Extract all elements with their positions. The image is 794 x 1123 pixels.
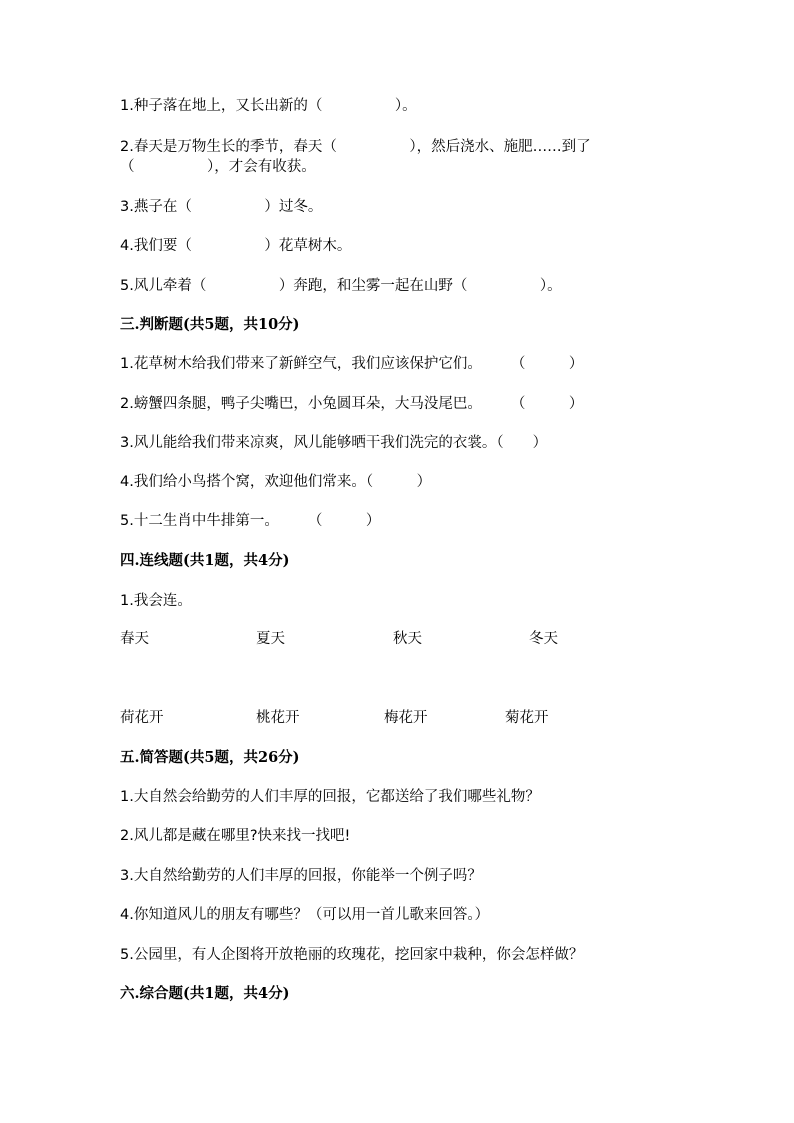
fill-question-5: 5.风儿牵着（ ）奔跑，和尘雾一起在山野（ ）。 (120, 278, 562, 294)
judge-question-2: 2.螃蟹四条腿，鸭子尖嘴巴，小兔圆耳朵，大马没尾巴。 （ ） (120, 396, 584, 412)
short-question-3: 3.大自然给勤劳的人们丰厚的回报，你能举一个例子吗？ (120, 868, 482, 884)
short-question-5: 5.公园里，有人企图将开放艳丽的玫瑰花，挖回家中栽种，你会怎样做？ (120, 947, 584, 963)
short-question-2: 2.风儿都是藏在哪里?快来找一找吧! (120, 828, 351, 844)
season-word: 秋天 (393, 631, 422, 647)
section-3-heading: 三.判断题(共5题，共10分) (120, 316, 300, 333)
fill-question-2-line-2: （ ），才会有收获。 (120, 159, 316, 175)
section-5-heading: 五.简答题(共5题，共26分) (120, 749, 300, 766)
judge-question-5: 5.十二生肖中牛排第一。 （ ） (120, 513, 381, 529)
fill-question-4: 4.我们要（ ）花草树木。 (120, 238, 352, 254)
short-question-4: 4.你知道风儿的朋友有哪些？（可以用一首儿歌来回答。） (120, 907, 490, 923)
section-6-heading: 六.综合题(共1题，共4分) (120, 985, 290, 1002)
flower-word: 荷花开 (120, 710, 164, 726)
flower-word: 梅花开 (384, 710, 428, 726)
fill-question-1: 1.种子落在地上，又长出新的（ ）。 (120, 98, 417, 114)
judge-question-1: 1.花草树木给我们带来了新鲜空气，我们应该保护它们。 （ ） (120, 356, 584, 372)
judge-question-4: 4.我们给小鸟搭个窝，欢迎他们常来。（ ） (120, 474, 432, 490)
judge-question-3: 3.风儿能给我们带来凉爽，风儿能够晒干我们洗完的衣裳。（ ） (120, 435, 548, 451)
match-question-1: 1.我会连。 (120, 593, 192, 609)
season-word: 冬天 (529, 631, 558, 647)
short-question-1: 1.大自然会给勤劳的人们丰厚的回报，它都送给了我们哪些礼物？ (120, 789, 540, 805)
season-word: 春天 (120, 631, 149, 647)
flower-word: 菊花开 (505, 710, 549, 726)
fill-question-3: 3.燕子在（ ）过冬。 (120, 199, 323, 215)
fill-question-2-line-1: 2.春天是万物生长的季节，春天（ ），然后浇水、施肥……到了 (120, 139, 591, 155)
flower-word: 桃花开 (256, 710, 300, 726)
section-4-heading: 四.连线题(共1题，共4分) (120, 552, 290, 569)
season-word: 夏天 (256, 631, 285, 647)
